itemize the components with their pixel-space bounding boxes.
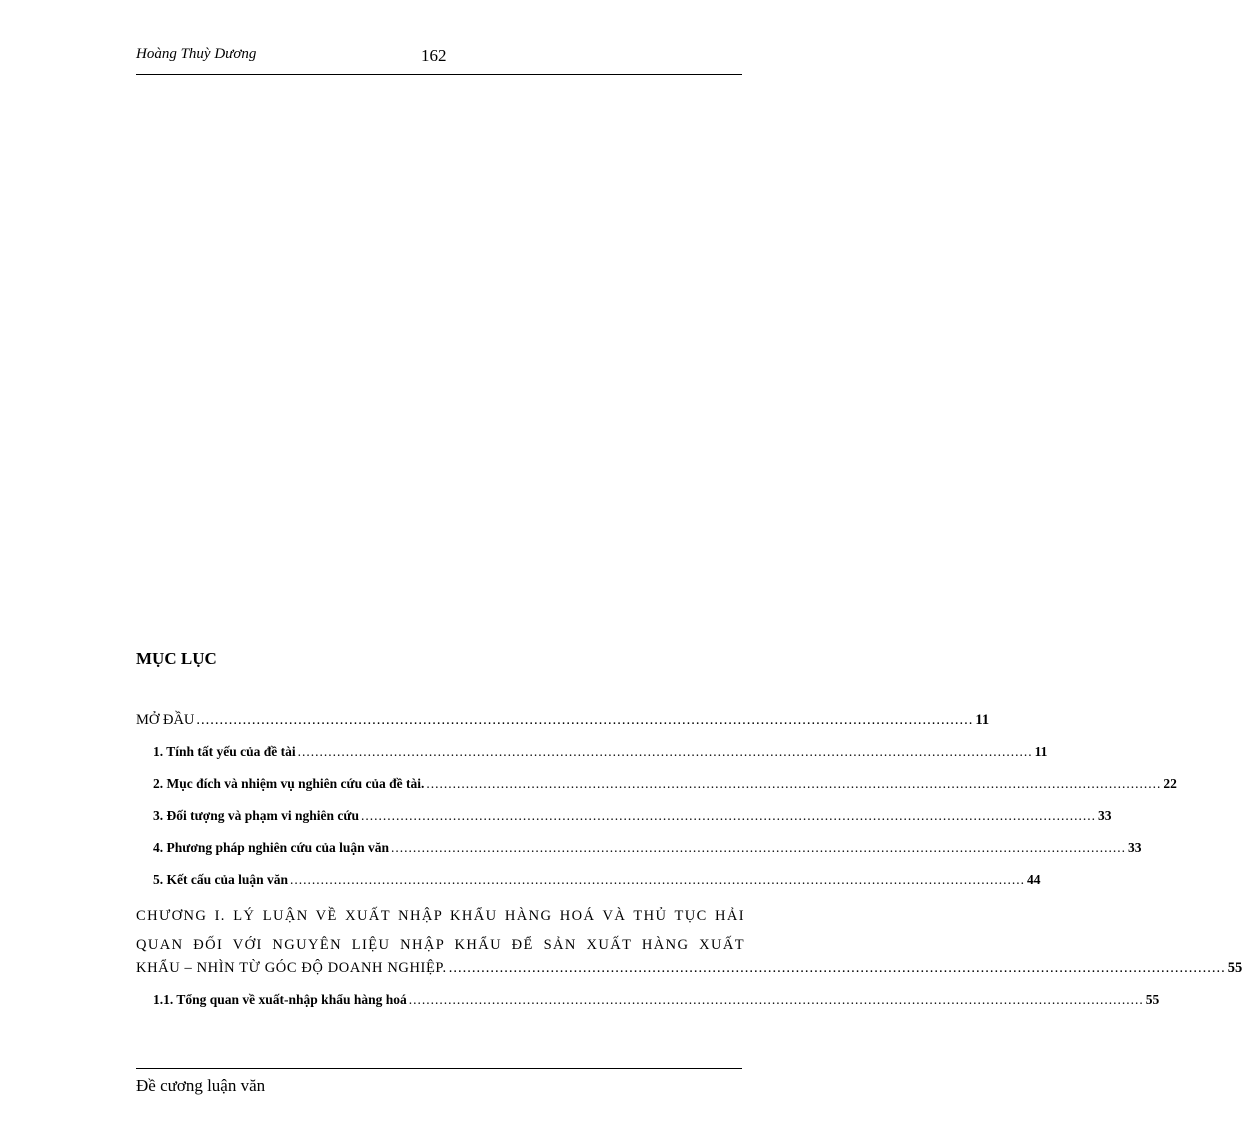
toc-title: MỤC LỤC [136, 649, 217, 668]
toc-leader-dots: ........................................................................................................................................................................ [360, 808, 1096, 823]
footer-rule [136, 1068, 742, 1069]
toc-entry-page: 33 [1097, 808, 1112, 823]
toc-entry-page: 33 [1128, 840, 1142, 855]
toc-entry-4[interactable] [136, 840, 1142, 872]
toc-entry-label: 3. Đối tượng và phạm vi nghiên cứu [153, 808, 359, 823]
toc-entry-5[interactable] [136, 872, 1041, 904]
toc-entry-page: 55 [1145, 992, 1160, 1007]
toc-entry-1[interactable] [136, 744, 1048, 776]
toc-entry-label: 5. Kết cấu của luận văn [153, 872, 289, 887]
toc-entry-label: MỞ ĐẦU [136, 712, 195, 728]
toc-leader-dots: ........................................................................................................................................................................ [448, 960, 1226, 976]
toc-entry-label: 1.1. Tổng quan về xuất-nhập khẩu hàng hoá [153, 992, 407, 1007]
toc-entry-chapter-1[interactable] [136, 902, 1242, 989]
header-author: Hoàng Thuỳ Dương [136, 46, 257, 62]
toc-entry-label: 2. Mục đích và nhiệm vụ nghiên cứu của đề tài. [153, 776, 425, 791]
toc-leader-dots: ........................................................................................................................................................................ [196, 712, 974, 728]
toc-entry-2[interactable] [136, 776, 1177, 808]
toc-entry-page: 55 [1227, 960, 1242, 976]
toc-leader-dots: ........................................................................................................................................................................ [426, 776, 1162, 791]
toc-leader-dots: ........................................................................................................................................................................ [290, 872, 1026, 887]
toc-entry-3[interactable] [136, 808, 1112, 840]
toc-leader-dots: ........................................................................................................................................................................ [391, 840, 1127, 855]
toc-entry-1-1[interactable] [136, 992, 1160, 1024]
chapter-title-line-2: QUAN ĐỐI VỚI NGUYÊN LIỆU NHẬP KHẨU ĐỂ SẢN XUẤT HÀNG XUẤT [136, 937, 745, 953]
toc-entry-mo-dau[interactable] [136, 712, 990, 744]
toc-entry-page: 22 [1163, 776, 1177, 791]
toc-leader-dots: ........................................................................................................................................................................ [408, 992, 1144, 1007]
toc-entry-label: 1. Tính tất yếu của đề tài [153, 744, 296, 759]
toc-entry-page: 11 [1034, 744, 1048, 759]
footer-text: Đề cương luận văn [136, 1076, 266, 1095]
table-of-contents [136, 712, 1242, 1024]
toc-entry-label: 4. Phương pháp nghiên cứu của luận văn [153, 840, 390, 855]
chapter-title-line-3: KHẨU – NHÌN TỪ GÓC ĐỘ DOANH NGHIỆP. [136, 960, 447, 976]
header-page-number: 162 [421, 46, 447, 65]
toc-leader-dots: ........................................................................................................................................................................ [297, 744, 1033, 759]
toc-entry-page: 44 [1027, 872, 1041, 887]
toc-entry-page: 11 [975, 712, 990, 728]
chapter-title-line-3-row [136, 960, 1242, 989]
chapter-title-line-1: CHƯƠNG I. LÝ LUẬN VỀ XUẤT NHẬP KHẨU HÀNG HOÁ VÀ THỦ TỤC HẢI [136, 908, 745, 924]
header-rule [136, 74, 742, 75]
